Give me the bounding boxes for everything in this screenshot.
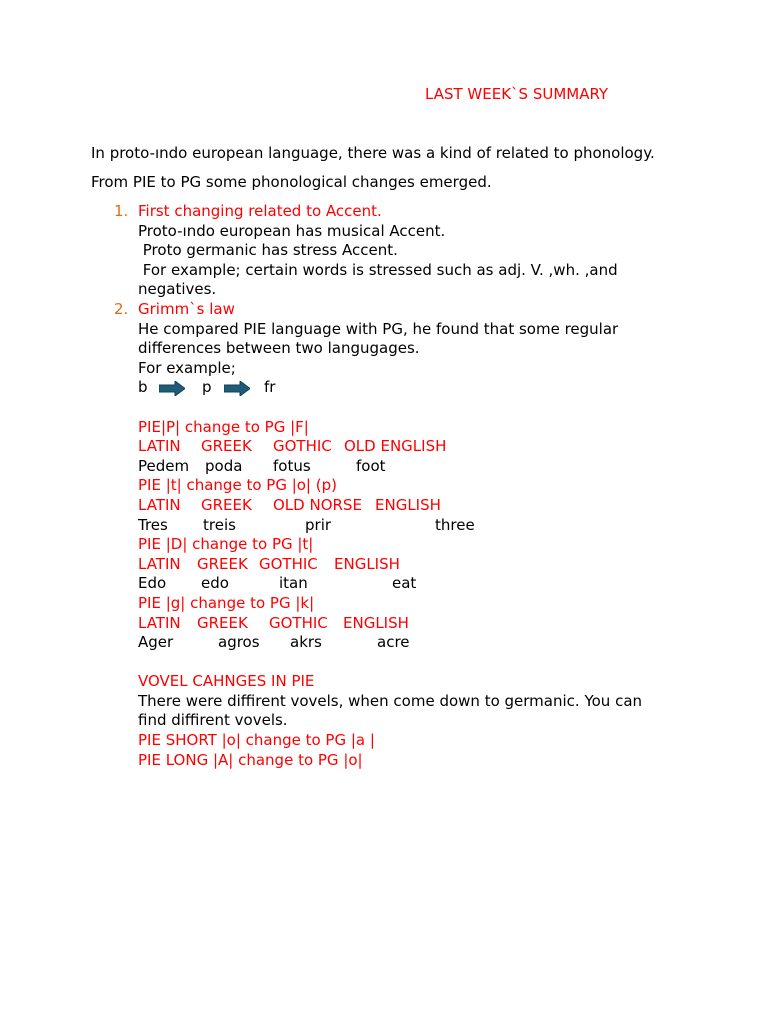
list-heading-accent: First changing related to Accent. <box>138 202 382 220</box>
word-cell: Ager <box>138 633 174 652</box>
word-cell: prir <box>305 515 332 534</box>
language-header: ENGLISH <box>343 613 409 632</box>
arrow-example <box>138 378 668 398</box>
language-header: LATIN <box>138 495 181 514</box>
list-item-accent <box>138 202 668 300</box>
intro-paragraph-1: In proto-ındo european language, there was a kind of related to phonology. <box>91 144 655 162</box>
language-header-row <box>138 496 668 516</box>
language-header: OLD ENGLISH <box>344 437 447 456</box>
intro-paragraph-2: From PIE to PG some phonological changes emerged. <box>91 173 492 191</box>
word-cell: fotus <box>273 456 311 475</box>
language-header: LATIN <box>138 437 181 456</box>
word-cell: agros <box>218 633 260 652</box>
word-cell: itan <box>279 574 308 593</box>
list-line: For example; certain words is stressed such as adj. V. ,wh. ,and negatives. <box>138 260 623 299</box>
vowel-changes-text: There were diffirent vovels, when come down to germanic. You can find diffirent vovels. <box>138 691 643 730</box>
word-row <box>138 574 668 594</box>
word-row <box>138 457 668 477</box>
vowel-changes-heading: VOVEL CAHNGES IN PIE <box>138 672 315 691</box>
list-heading-grimms-law: Grimm`s law <box>138 300 235 318</box>
vowel-long-rule: PIE LONG |A| change to PG |o| <box>138 750 363 769</box>
language-header: GOTHIC <box>269 613 328 632</box>
language-header: ENGLISH <box>375 495 441 514</box>
vowel-short-rule: PIE SHORT |o| change to PG |a | <box>138 731 375 750</box>
language-header: ENGLISH <box>334 554 400 573</box>
language-header: OLD NORSE <box>273 495 362 514</box>
language-header: GREEK <box>197 554 248 573</box>
language-header-row <box>138 437 668 457</box>
language-header: GREEK <box>201 437 252 456</box>
word-cell: Edo <box>138 574 167 593</box>
language-header-row <box>138 614 668 634</box>
word-cell: edo <box>201 574 229 593</box>
rule-t-to-o: PIE |t| change to PG |o| (p) <box>138 476 337 495</box>
language-header: GREEK <box>201 495 252 514</box>
list-number-1: 1. <box>114 202 129 220</box>
list-line: Proto germanic has stress Accent. <box>138 241 398 260</box>
word-cell: Tres <box>138 515 168 534</box>
word-cell: eat <box>392 574 417 593</box>
example-letters-fr: fr <box>264 378 276 397</box>
example-letter-b: b <box>138 378 148 397</box>
rule-p-to-f: PIE|P| change to PG |F| <box>138 417 309 436</box>
language-header: LATIN <box>138 613 181 632</box>
language-header: GREEK <box>197 613 248 632</box>
word-cell: poda <box>205 456 243 475</box>
word-cell: akrs <box>290 633 322 652</box>
right-arrow-icon <box>224 381 250 396</box>
word-cell: Pedem <box>138 456 190 475</box>
page-title: LAST WEEK`S SUMMARY <box>425 85 609 103</box>
language-header: LATIN <box>138 554 181 573</box>
word-cell: foot <box>356 456 386 475</box>
word-cell: treis <box>203 515 236 534</box>
right-arrow-icon <box>159 381 185 396</box>
list-item-grimms-law <box>138 300 668 770</box>
list-number-2: 2. <box>114 300 129 318</box>
list-line: Proto-ındo european has musical Accent. <box>138 221 446 240</box>
word-cell: three <box>435 515 475 534</box>
list-line: For example; <box>138 358 236 377</box>
word-cell: acre <box>377 633 410 652</box>
language-header: GOTHIC <box>273 437 332 456</box>
list-line: He compared PIE language with PG, he found that some regular differences between two langugages. <box>138 319 619 358</box>
example-letter-p: p <box>202 378 212 397</box>
word-row <box>138 516 668 536</box>
word-row <box>138 633 668 653</box>
language-header-row <box>138 555 668 575</box>
language-header: GOTHIC <box>259 554 318 573</box>
rule-d-to-t: PIE |D| change to PG |t| <box>138 535 314 554</box>
rule-g-to-k: PIE |g| change to PG |k| <box>138 593 315 612</box>
